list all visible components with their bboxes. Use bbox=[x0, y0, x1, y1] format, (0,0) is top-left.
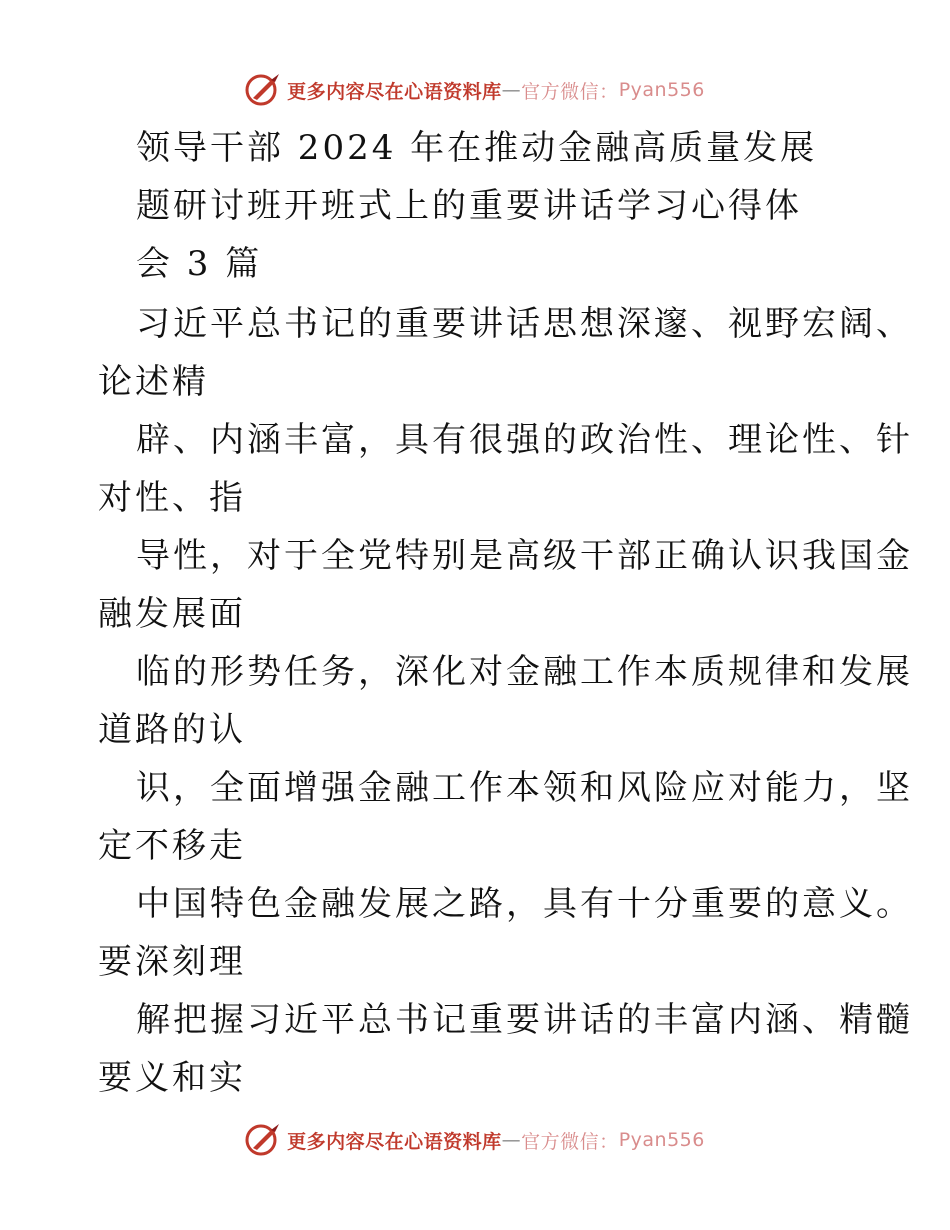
quill-pen-logo-icon bbox=[245, 1122, 281, 1158]
title-line-1: 领导干部 2024 年在推动金融高质量发展 bbox=[136, 128, 818, 168]
watermark-site-text: 更多内容尽在心语资料库 bbox=[287, 1130, 502, 1153]
body-line: 解把握习近平总书记重要讲话的丰富内涵、精髓 bbox=[136, 1000, 913, 1040]
body-line: 习近平总书记的重要讲话思想深邃、视野宏阔、 bbox=[136, 304, 913, 344]
footer-watermark bbox=[0, 1120, 950, 1160]
body-line: 辟、内涵丰富，具有很强的政治性、理论性、针 bbox=[136, 420, 913, 460]
watermark-separator: — bbox=[501, 79, 522, 101]
body-line: 要义和实 bbox=[98, 1058, 246, 1098]
watermark-wechat-label: 官方微信： bbox=[521, 80, 619, 103]
body-line: 导性，对于全党特别是高级干部正确认识我国金 bbox=[136, 536, 913, 576]
body-line: 对性、指 bbox=[98, 478, 246, 518]
body-line: 定不移走 bbox=[98, 826, 246, 866]
body-line: 融发展面 bbox=[98, 594, 246, 634]
body-line: 要深刻理 bbox=[98, 942, 246, 982]
body-line: 论述精 bbox=[98, 362, 209, 402]
watermark-site-text: 更多内容尽在心语资料库 bbox=[287, 80, 502, 103]
watermark-wechat-id: Pyan556 bbox=[618, 1129, 705, 1151]
body-line: 临的形势任务，深化对金融工作本质规律和发展 bbox=[136, 652, 913, 692]
watermark-wechat-id: Pyan556 bbox=[618, 79, 705, 101]
body-line: 道路的认 bbox=[98, 710, 246, 750]
body-line: 中国特色金融发展之路，具有十分重要的意义。 bbox=[136, 884, 913, 924]
title-line-2: 题研讨班开班式上的重要讲话学习心得体 bbox=[136, 186, 802, 226]
body-line: 识，全面增强金融工作本领和风险应对能力，坚 bbox=[136, 768, 913, 808]
watermark-separator: — bbox=[501, 1129, 522, 1151]
title-line-3: 会 3 篇 bbox=[136, 244, 263, 284]
watermark-wechat-label: 官方微信： bbox=[521, 1130, 619, 1153]
